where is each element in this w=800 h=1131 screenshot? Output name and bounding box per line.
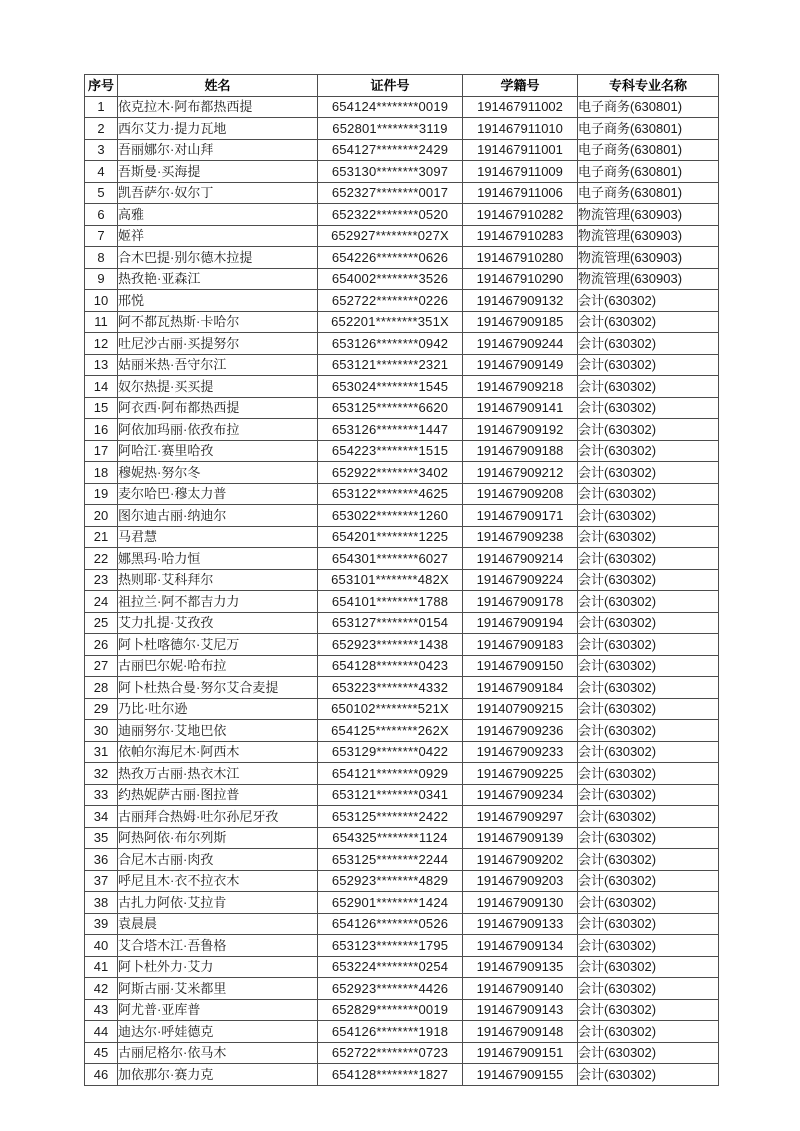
table-row <box>85 1042 719 1064</box>
table-row <box>85 333 719 355</box>
cell-index: 34 <box>85 806 118 828</box>
cell-id-number: 653126********1447 <box>318 419 463 441</box>
table-row <box>85 978 719 1000</box>
table-row <box>85 182 719 204</box>
cell-id-number: 653022********1260 <box>318 505 463 527</box>
cell-registration-number: 191467909297 <box>463 806 578 828</box>
table-body <box>85 96 719 1085</box>
cell-name: 艾力扎提·艾孜孜 <box>118 612 318 634</box>
cell-name: 依克拉木·阿布都热西提 <box>118 96 318 118</box>
cell-major: 会计(630302) <box>578 698 719 720</box>
cell-major: 物流管理(630903) <box>578 225 719 247</box>
cell-registration-number: 191467909149 <box>463 354 578 376</box>
cell-id-number: 653125********2422 <box>318 806 463 828</box>
cell-major: 电子商务(630801) <box>578 139 719 161</box>
cell-id-number: 652201********351X <box>318 311 463 333</box>
cell-id-number: 653121********0341 <box>318 784 463 806</box>
cell-name: 阿哈江·赛里哈孜 <box>118 440 318 462</box>
cell-index: 8 <box>85 247 118 269</box>
cell-major: 会计(630302) <box>578 1042 719 1064</box>
cell-registration-number: 191467909150 <box>463 655 578 677</box>
cell-index: 36 <box>85 849 118 871</box>
cell-id-number: 652923********1438 <box>318 634 463 656</box>
cell-major: 会计(630302) <box>578 333 719 355</box>
cell-major: 电子商务(630801) <box>578 118 719 140</box>
cell-id-number: 653130********3097 <box>318 161 463 183</box>
cell-registration-number: 191467909151 <box>463 1042 578 1064</box>
cell-registration-number: 191467909188 <box>463 440 578 462</box>
cell-index: 17 <box>85 440 118 462</box>
cell-name: 阿卜杜热合曼·努尔艾合麦提 <box>118 677 318 699</box>
table-row <box>85 784 719 806</box>
cell-major: 会计(630302) <box>578 913 719 935</box>
cell-id-number: 653121********2321 <box>318 354 463 376</box>
cell-id-number: 654301********6027 <box>318 548 463 570</box>
cell-id-number: 653126********0942 <box>318 333 463 355</box>
cell-registration-number: 191467909171 <box>463 505 578 527</box>
cell-index: 46 <box>85 1064 118 1086</box>
cell-major: 物流管理(630903) <box>578 247 719 269</box>
table-row <box>85 118 719 140</box>
cell-major: 会计(630302) <box>578 462 719 484</box>
cell-name: 艾合塔木江·吾鲁格 <box>118 935 318 957</box>
cell-index: 7 <box>85 225 118 247</box>
cell-id-number: 652327********0017 <box>318 182 463 204</box>
table-row <box>85 354 719 376</box>
cell-name: 祖拉兰·阿不都吉力力 <box>118 591 318 613</box>
cell-major: 会计(630302) <box>578 311 719 333</box>
cell-name: 迪达尔·呼娃德克 <box>118 1021 318 1043</box>
table-row <box>85 204 719 226</box>
table-row <box>85 827 719 849</box>
cell-index: 33 <box>85 784 118 806</box>
cell-name: 阿不都瓦热斯·卡哈尔 <box>118 311 318 333</box>
cell-index: 9 <box>85 268 118 290</box>
cell-index: 37 <box>85 870 118 892</box>
table-row <box>85 419 719 441</box>
table-row <box>85 161 719 183</box>
cell-major: 会计(630302) <box>578 440 719 462</box>
cell-index: 21 <box>85 526 118 548</box>
cell-name: 姑丽米热·吾守尔江 <box>118 354 318 376</box>
cell-registration-number: 191467909143 <box>463 999 578 1021</box>
cell-index: 43 <box>85 999 118 1021</box>
cell-name: 姬祥 <box>118 225 318 247</box>
cell-major: 会计(630302) <box>578 1021 719 1043</box>
cell-registration-number: 191467909183 <box>463 634 578 656</box>
table-row <box>85 505 719 527</box>
student-roster-table <box>84 74 719 1086</box>
cell-id-number: 654126********1918 <box>318 1021 463 1043</box>
cell-index: 30 <box>85 720 118 742</box>
cell-name: 阿斯古丽·艾米都里 <box>118 978 318 1000</box>
cell-name: 乃比·吐尔逊 <box>118 698 318 720</box>
cell-name: 麦尔哈巴·穆太力普 <box>118 483 318 505</box>
cell-registration-number: 191467909208 <box>463 483 578 505</box>
cell-name: 阿衣西·阿布都热西提 <box>118 397 318 419</box>
cell-name: 古丽尼格尔·依马木 <box>118 1042 318 1064</box>
cell-id-number: 654002********3526 <box>318 268 463 290</box>
cell-index: 31 <box>85 741 118 763</box>
cell-registration-number: 191467909135 <box>463 956 578 978</box>
cell-name: 阿卜杜外力·艾力 <box>118 956 318 978</box>
cell-id-number: 652927********027X <box>318 225 463 247</box>
table-row <box>85 591 719 613</box>
cell-major: 会计(630302) <box>578 870 719 892</box>
cell-index: 39 <box>85 913 118 935</box>
cell-name: 古丽拜合热姆·吐尔孙尼牙孜 <box>118 806 318 828</box>
table-row <box>85 483 719 505</box>
cell-registration-number: 191467909212 <box>463 462 578 484</box>
cell-id-number: 654223********1515 <box>318 440 463 462</box>
cell-name: 阿依加玛丽·依孜布拉 <box>118 419 318 441</box>
table-row <box>85 892 719 914</box>
cell-major: 电子商务(630801) <box>578 96 719 118</box>
cell-registration-number: 191467911001 <box>463 139 578 161</box>
cell-major: 会计(630302) <box>578 763 719 785</box>
cell-id-number: 654201********1225 <box>318 526 463 548</box>
cell-name: 高雅 <box>118 204 318 226</box>
cell-index: 12 <box>85 333 118 355</box>
cell-registration-number: 191467909141 <box>463 397 578 419</box>
table-row <box>85 935 719 957</box>
cell-index: 19 <box>85 483 118 505</box>
table-row <box>85 268 719 290</box>
cell-major: 物流管理(630903) <box>578 204 719 226</box>
cell-index: 38 <box>85 892 118 914</box>
cell-id-number: 654101********1788 <box>318 591 463 613</box>
cell-index: 40 <box>85 935 118 957</box>
cell-registration-number: 191467911009 <box>463 161 578 183</box>
table-row <box>85 311 719 333</box>
cell-major: 会计(630302) <box>578 784 719 806</box>
cell-index: 27 <box>85 655 118 677</box>
cell-registration-number: 191467909185 <box>463 311 578 333</box>
cell-major: 电子商务(630801) <box>578 161 719 183</box>
table-row <box>85 720 719 742</box>
table-row <box>85 849 719 871</box>
cell-index: 20 <box>85 505 118 527</box>
cell-id-number: 654121********0929 <box>318 763 463 785</box>
cell-major: 会计(630302) <box>578 290 719 312</box>
cell-major: 会计(630302) <box>578 397 719 419</box>
table-header-row <box>85 75 719 97</box>
cell-registration-number: 191467909148 <box>463 1021 578 1043</box>
cell-index: 42 <box>85 978 118 1000</box>
cell-registration-number: 191467911006 <box>463 182 578 204</box>
cell-major: 会计(630302) <box>578 612 719 634</box>
cell-name: 吾丽娜尔·对山拜 <box>118 139 318 161</box>
table-row <box>85 655 719 677</box>
cell-registration-number: 191467910290 <box>463 268 578 290</box>
table-row <box>85 913 719 935</box>
cell-id-number: 652922********3402 <box>318 462 463 484</box>
cell-id-number: 652923********4829 <box>318 870 463 892</box>
cell-major: 会计(630302) <box>578 655 719 677</box>
cell-registration-number: 191467909134 <box>463 935 578 957</box>
cell-id-number: 653223********4332 <box>318 677 463 699</box>
cell-registration-number: 191467911002 <box>463 96 578 118</box>
cell-registration-number: 191467910280 <box>463 247 578 269</box>
column-header: 学籍号 <box>463 75 578 97</box>
table-row <box>85 462 719 484</box>
cell-id-number: 653123********1795 <box>318 935 463 957</box>
cell-index: 28 <box>85 677 118 699</box>
cell-id-number: 653101********482X <box>318 569 463 591</box>
cell-name: 加依那尔·赛力克 <box>118 1064 318 1086</box>
cell-major: 会计(630302) <box>578 526 719 548</box>
cell-registration-number: 191467909132 <box>463 290 578 312</box>
cell-id-number: 654125********262X <box>318 720 463 742</box>
column-header: 姓名 <box>118 75 318 97</box>
cell-registration-number: 191467909224 <box>463 569 578 591</box>
cell-registration-number: 191467909202 <box>463 849 578 871</box>
cell-index: 15 <box>85 397 118 419</box>
cell-index: 23 <box>85 569 118 591</box>
cell-id-number: 652829********0019 <box>318 999 463 1021</box>
cell-registration-number: 191467909155 <box>463 1064 578 1086</box>
cell-index: 41 <box>85 956 118 978</box>
table-row <box>85 139 719 161</box>
table-row <box>85 1064 719 1086</box>
cell-name: 阿卜杜喀德尔·艾尼万 <box>118 634 318 656</box>
table-row <box>85 569 719 591</box>
table-row <box>85 741 719 763</box>
table-row <box>85 612 719 634</box>
cell-index: 3 <box>85 139 118 161</box>
column-header: 证件号 <box>318 75 463 97</box>
cell-id-number: 652923********4426 <box>318 978 463 1000</box>
cell-registration-number: 191467909140 <box>463 978 578 1000</box>
cell-name: 古扎力阿依·艾拉肯 <box>118 892 318 914</box>
cell-registration-number: 191467909236 <box>463 720 578 742</box>
cell-major: 会计(630302) <box>578 892 719 914</box>
cell-major: 会计(630302) <box>578 483 719 505</box>
cell-registration-number: 191467909234 <box>463 784 578 806</box>
cell-major: 会计(630302) <box>578 978 719 1000</box>
cell-major: 会计(630302) <box>578 935 719 957</box>
cell-major: 会计(630302) <box>578 999 719 1021</box>
cell-index: 11 <box>85 311 118 333</box>
cell-id-number: 654128********1827 <box>318 1064 463 1086</box>
cell-name: 阿热阿依·布尔列斯 <box>118 827 318 849</box>
cell-id-number: 652322********0520 <box>318 204 463 226</box>
cell-id-number: 654128********0423 <box>318 655 463 677</box>
cell-id-number: 653024********1545 <box>318 376 463 398</box>
cell-index: 5 <box>85 182 118 204</box>
cell-index: 13 <box>85 354 118 376</box>
cell-name: 凯吾萨尔·奴尔丁 <box>118 182 318 204</box>
table-row <box>85 1021 719 1043</box>
table-row <box>85 698 719 720</box>
cell-name: 合木巴提·别尔德木拉提 <box>118 247 318 269</box>
table-row <box>85 806 719 828</box>
cell-index: 14 <box>85 376 118 398</box>
cell-registration-number: 191467909238 <box>463 526 578 548</box>
cell-registration-number: 191467909203 <box>463 870 578 892</box>
cell-major: 会计(630302) <box>578 354 719 376</box>
cell-index: 26 <box>85 634 118 656</box>
cell-major: 会计(630302) <box>578 419 719 441</box>
cell-major: 会计(630302) <box>578 720 719 742</box>
cell-registration-number: 191467909139 <box>463 827 578 849</box>
cell-major: 物流管理(630903) <box>578 268 719 290</box>
table-row <box>85 677 719 699</box>
cell-index: 24 <box>85 591 118 613</box>
cell-major: 会计(630302) <box>578 505 719 527</box>
cell-major: 会计(630302) <box>578 1064 719 1086</box>
cell-name: 西尔艾力·提力瓦地 <box>118 118 318 140</box>
cell-name: 阿尤普·亚库普 <box>118 999 318 1021</box>
cell-index: 45 <box>85 1042 118 1064</box>
cell-registration-number: 191467910283 <box>463 225 578 247</box>
table-row <box>85 290 719 312</box>
cell-name: 约热妮萨古丽·图拉普 <box>118 784 318 806</box>
cell-index: 4 <box>85 161 118 183</box>
cell-name: 吐尼沙古丽·买提努尔 <box>118 333 318 355</box>
cell-id-number: 652901********1424 <box>318 892 463 914</box>
cell-registration-number: 191467909218 <box>463 376 578 398</box>
cell-name: 奴尔热提·买买提 <box>118 376 318 398</box>
cell-index: 6 <box>85 204 118 226</box>
cell-id-number: 650102********521X <box>318 698 463 720</box>
cell-name: 古丽巴尔妮·哈布拉 <box>118 655 318 677</box>
cell-index: 10 <box>85 290 118 312</box>
cell-registration-number: 191467909130 <box>463 892 578 914</box>
table-row <box>85 956 719 978</box>
cell-name: 合尼木古丽·肉孜 <box>118 849 318 871</box>
table-row <box>85 96 719 118</box>
cell-major: 会计(630302) <box>578 569 719 591</box>
cell-id-number: 654127********2429 <box>318 139 463 161</box>
cell-id-number: 653127********0154 <box>318 612 463 634</box>
cell-major: 会计(630302) <box>578 677 719 699</box>
table-row <box>85 440 719 462</box>
cell-major: 电子商务(630801) <box>578 182 719 204</box>
cell-registration-number: 191467909225 <box>463 763 578 785</box>
cell-registration-number: 191467910282 <box>463 204 578 226</box>
cell-id-number: 653122********4625 <box>318 483 463 505</box>
cell-registration-number: 191467909133 <box>463 913 578 935</box>
cell-id-number: 653129********0422 <box>318 741 463 763</box>
cell-name: 呼尼且木·衣不拉衣木 <box>118 870 318 892</box>
table-row <box>85 870 719 892</box>
cell-major: 会计(630302) <box>578 827 719 849</box>
cell-registration-number: 191467909192 <box>463 419 578 441</box>
cell-registration-number: 191467909178 <box>463 591 578 613</box>
cell-name: 邢悦 <box>118 290 318 312</box>
cell-registration-number: 191467909194 <box>463 612 578 634</box>
cell-id-number: 652722********0723 <box>318 1042 463 1064</box>
table-header <box>85 75 719 97</box>
cell-major: 会计(630302) <box>578 849 719 871</box>
cell-registration-number: 191467911010 <box>463 118 578 140</box>
cell-name: 热孜艳·亚森江 <box>118 268 318 290</box>
table-row <box>85 225 719 247</box>
cell-name: 马君慧 <box>118 526 318 548</box>
cell-index: 2 <box>85 118 118 140</box>
cell-id-number: 652801********3119 <box>318 118 463 140</box>
cell-name: 图尔迪古丽·纳迪尔 <box>118 505 318 527</box>
cell-major: 会计(630302) <box>578 956 719 978</box>
cell-id-number: 653224********0254 <box>318 956 463 978</box>
table-row <box>85 376 719 398</box>
cell-id-number: 654126********0526 <box>318 913 463 935</box>
cell-name: 热孜万古丽·热衣木江 <box>118 763 318 785</box>
cell-major: 会计(630302) <box>578 741 719 763</box>
cell-registration-number: 191467909184 <box>463 677 578 699</box>
table-row <box>85 634 719 656</box>
cell-name: 袁晨晨 <box>118 913 318 935</box>
cell-major: 会计(630302) <box>578 376 719 398</box>
cell-id-number: 654226********0626 <box>318 247 463 269</box>
cell-index: 35 <box>85 827 118 849</box>
cell-id-number: 653125********2244 <box>318 849 463 871</box>
cell-id-number: 652722********0226 <box>318 290 463 312</box>
column-header: 专科专业名称 <box>578 75 719 97</box>
cell-name: 热则耶·艾科拜尔 <box>118 569 318 591</box>
cell-index: 32 <box>85 763 118 785</box>
cell-index: 25 <box>85 612 118 634</box>
table-row <box>85 526 719 548</box>
table-row <box>85 397 719 419</box>
cell-id-number: 653125********6620 <box>318 397 463 419</box>
cell-registration-number: 191467909244 <box>463 333 578 355</box>
table-row <box>85 247 719 269</box>
cell-major: 会计(630302) <box>578 634 719 656</box>
cell-registration-number: 191467909214 <box>463 548 578 570</box>
cell-index: 1 <box>85 96 118 118</box>
cell-id-number: 654124********0019 <box>318 96 463 118</box>
cell-index: 29 <box>85 698 118 720</box>
cell-name: 依帕尔海尼木·阿西木 <box>118 741 318 763</box>
table-row <box>85 999 719 1021</box>
cell-major: 会计(630302) <box>578 591 719 613</box>
cell-id-number: 654325********1124 <box>318 827 463 849</box>
cell-index: 22 <box>85 548 118 570</box>
cell-registration-number: 191407909215 <box>463 698 578 720</box>
cell-major: 会计(630302) <box>578 548 719 570</box>
cell-name: 吾斯曼·买海提 <box>118 161 318 183</box>
cell-registration-number: 191467909233 <box>463 741 578 763</box>
cell-index: 16 <box>85 419 118 441</box>
cell-index: 44 <box>85 1021 118 1043</box>
cell-name: 迪丽努尔·艾地巴依 <box>118 720 318 742</box>
cell-major: 会计(630302) <box>578 806 719 828</box>
cell-name: 娜黑玛·哈力恒 <box>118 548 318 570</box>
table-row <box>85 763 719 785</box>
column-header: 序号 <box>85 75 118 97</box>
cell-name: 穆妮热·努尔冬 <box>118 462 318 484</box>
table-row <box>85 548 719 570</box>
cell-index: 18 <box>85 462 118 484</box>
